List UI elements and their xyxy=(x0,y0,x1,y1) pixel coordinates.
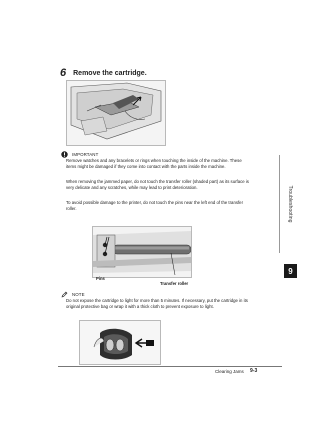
step-number: 6 xyxy=(60,67,67,79)
figure-transfer-roller xyxy=(92,226,192,278)
note-heading xyxy=(61,291,85,298)
step-heading xyxy=(60,67,147,79)
label-pins: Pins xyxy=(96,276,105,281)
important-paragraph-2: When removing the jammed paper, do not touch the transfer roller (shaded part) as its surface is very delicate and any scratches, while may lead to print deterioration. xyxy=(66,179,249,191)
note-icon xyxy=(61,291,68,298)
important-paragraph-3: To avoid possible damage to the printer, do not touch the pins near the left end of the transfer roller. xyxy=(66,200,244,212)
important-icon xyxy=(61,151,68,158)
step-title: Remove the cartridge. xyxy=(73,69,147,77)
label-transfer-roller: Transfer roller xyxy=(160,281,189,286)
section-side-tab xyxy=(279,155,300,253)
important-label: IMPORTANT xyxy=(72,152,99,157)
side-tab-label: Troubleshooting xyxy=(287,185,293,223)
printer-cartridge-illustration xyxy=(67,81,165,145)
footer-section-title: Clearing Jams xyxy=(215,369,244,374)
note-label: NOTE xyxy=(72,292,85,297)
transfer-roller-illustration xyxy=(93,227,191,277)
chapter-number-badge: 9 xyxy=(284,264,297,278)
footer-divider xyxy=(58,366,282,367)
figure-remove-cartridge xyxy=(66,80,166,146)
important-heading xyxy=(61,151,98,158)
note-paragraph: Do not expose the cartridge to light for more than 5 minutes. If necessary, put the cartridge in its original protective bag or wrap it with a thick cloth to prevent exposure to light. xyxy=(66,298,248,310)
important-paragraph-1: Remove watches and any bracelets or rings when touching the inside of the machine. These items might be damaged if they come into contact with the parts inside the machine. xyxy=(66,158,242,170)
figure-cartridge-handling xyxy=(79,320,161,365)
footer-page-number: 9-3 xyxy=(250,368,258,374)
cartridge-handling-illustration xyxy=(80,321,160,364)
